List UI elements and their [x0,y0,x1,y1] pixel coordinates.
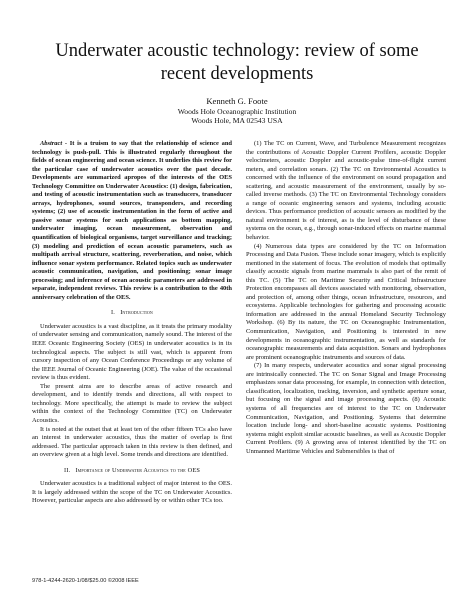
left-column [32,140,232,506]
section-title: Importance of Underwater Acoustics to the OES [75,466,200,474]
section-numeral: I. [111,309,115,317]
right-paragraph-1: (1) The TC on Current, Wave, and Turbulence Measurement recognizes the contributions of Acoustic Doppler Current Profilers, acoustic Doppler velocimeters, acoustic Doppler and acoustic-pulse time-of-flight current meters, and correlation sonars. (2) The TC on Environmental Acoustics is concerned with the influence of the environment on sound propagation and scattering, and acoustic measurement of the environment, usually by so-called inverse methods. (3) The TC on Environmental Technology considers a range of oceanic engineering sensors and systems, including acoustic devices. Thus performance prediction of acoustic sensors as modified by the natural environment is of interest, as is the level of disturbance of these systems on the ocean, e.g., through sonar-induced effects on marine mammal behavior. [246,140,446,242]
title-line-2: recent developments [160,64,314,84]
intro-paragraph-2: The present aims are to describe areas of active research and development, and to identify trends and directions, all with respect to technology. More specifically, the attempt is made to review the subject within the context of the Technology Committee (TC) on Underwater Acoustics. [32,382,232,424]
right-paragraph-3: (7) In many respects, underwater acoustics and sonar signal processing are intrinsically connected. The TC on Sonar Signal and Image Processing emphasizes sonar data processing, for example, in connection with detection, classification, localization, tracking, inversion, and synthetic aperture sonar, but focusing on the signal and image processing aspects. (8) Acoustic systems of all frequencies are of interest to the TC on Underwater Communication, Navigation, and Positioning. Systems that determine location include long- and short-baseline acoustic systems. Positioning systems might exploit similar acoustic baselines, as well as Acoustic Doppler Current Profilers. (9) A growing area of interest identified by the TC on Unmanned Maritime Vehicles and Submersibles is that of [246,362,446,455]
author-institution: Woods Hole Oceanographic Institution [177,107,297,116]
right-paragraph-2: (4) Numerous data types are considered by the TC on Information Processing and Data Fusion. These include sonar imagery, which is explicitly mentioned in the statement of focus. The evolution of models that optimally classify acoustic signals from marine mammals is also part of the remit of this TC. (5) The TC on Maritime Security and Critical Infrastructure Protection encompasses all devices associated with monitoring, observation, and protection of, among other things, ocean infrastructure, resources, and ecosystems. Applicable technologies for gathering and processing acoustic information are addressed in the annual Homeland Security Technology Workshop. (6) By its nature, the TC on Oceanographic Instrumentation, Communication, Navigation, and Positioning is interested in new developments in oceanographic instrumentation, as well as standards for oceanographic measurements and data acquisition. Sonars and hydrophones are prominent oceanographic instruments and sources of data. [246,242,446,361]
title-line-1: Underwater acoustic technology: review of some [55,41,419,61]
section-numeral: II. [64,466,71,474]
author-address: Woods Hole, MA 02543 USA [191,116,283,126]
section2-paragraph-1: Underwater acoustics is a traditional subject of major interest to the OES. It is largely addressed within the scope of the TC on Underwater Acoustics. However, particular aspects are also addressed by or within other TCs too. [32,480,232,505]
paper-title [40,40,434,86]
intro-paragraph-1: Underwater acoustics is a vast discipline, as it treats the primary modality of underwater sensing and communication, namely sound. The interest of the IEEE Oceanic Engineering Society (OES) in underwater acoustics is in its technological aspects. The subject is still vast, which is apparent from cursory inspection of any Ocean Conference Proceedings or any volume of the IEEE Journal of Oceanic Engineering (JOE). The value of the occasional review is thus evident. [32,322,232,382]
author-name: Kenneth G. Foote [206,96,268,106]
section-title: Introduction [120,309,153,317]
abstract [32,140,232,302]
intro-paragraph-3: It is noted at the outset that at least ten of the other fifteen TCs also have an interest in underwater acoustics, thus the matter of overlap is first addressed. The particular approach taken in this review is then defined, and an overview given at a high level. Some trends and directions are identified. [32,425,232,459]
copyright-footer: 978-1-4244-2620-1/08/$25.00 ©2008 IEEE [32,578,139,584]
abstract-text: - It is a truism to say that the relationship of science and technology is push-pull. This is illustrated regularly throughout the fields of ocean engineering and ocean science. It underlies this review for the particular case of underwater acoustics over the past decade. Developments are summarized apropos of the interests of the OES Technology Committee on Underwater Acoustics: (1) design, fabrication, and testing of acoustic instrumentation such as transducers, transducer arrays, hydrophones, sound sources, transponders, and recording systems; (2) use of acoustic instrumentation in the form of active and passive sonar systems for such applications as bottom mapping, underwater imaging, ocean measurement, observation and quantification of biological organisms, target surveillance and tracking; (3) modeling and prediction of ocean acoustic parameters, such as multipath arrival structure, scattering, reverberation, and noise, which influence sonar system performance. Related topics such as underwater acoustic communication, navigation, and positioning; sonar image processing; and inference of ocean acoustic parameters are addressed in separate, independent reviews. This review is a contribution to the 40th anniversary celebration of the OES. [32,140,232,301]
section-heading-importance [32,467,232,476]
right-column [246,140,446,456]
section-heading-introduction [32,309,232,318]
author-block [60,96,414,126]
abstract-lead: Abstract [40,140,63,147]
